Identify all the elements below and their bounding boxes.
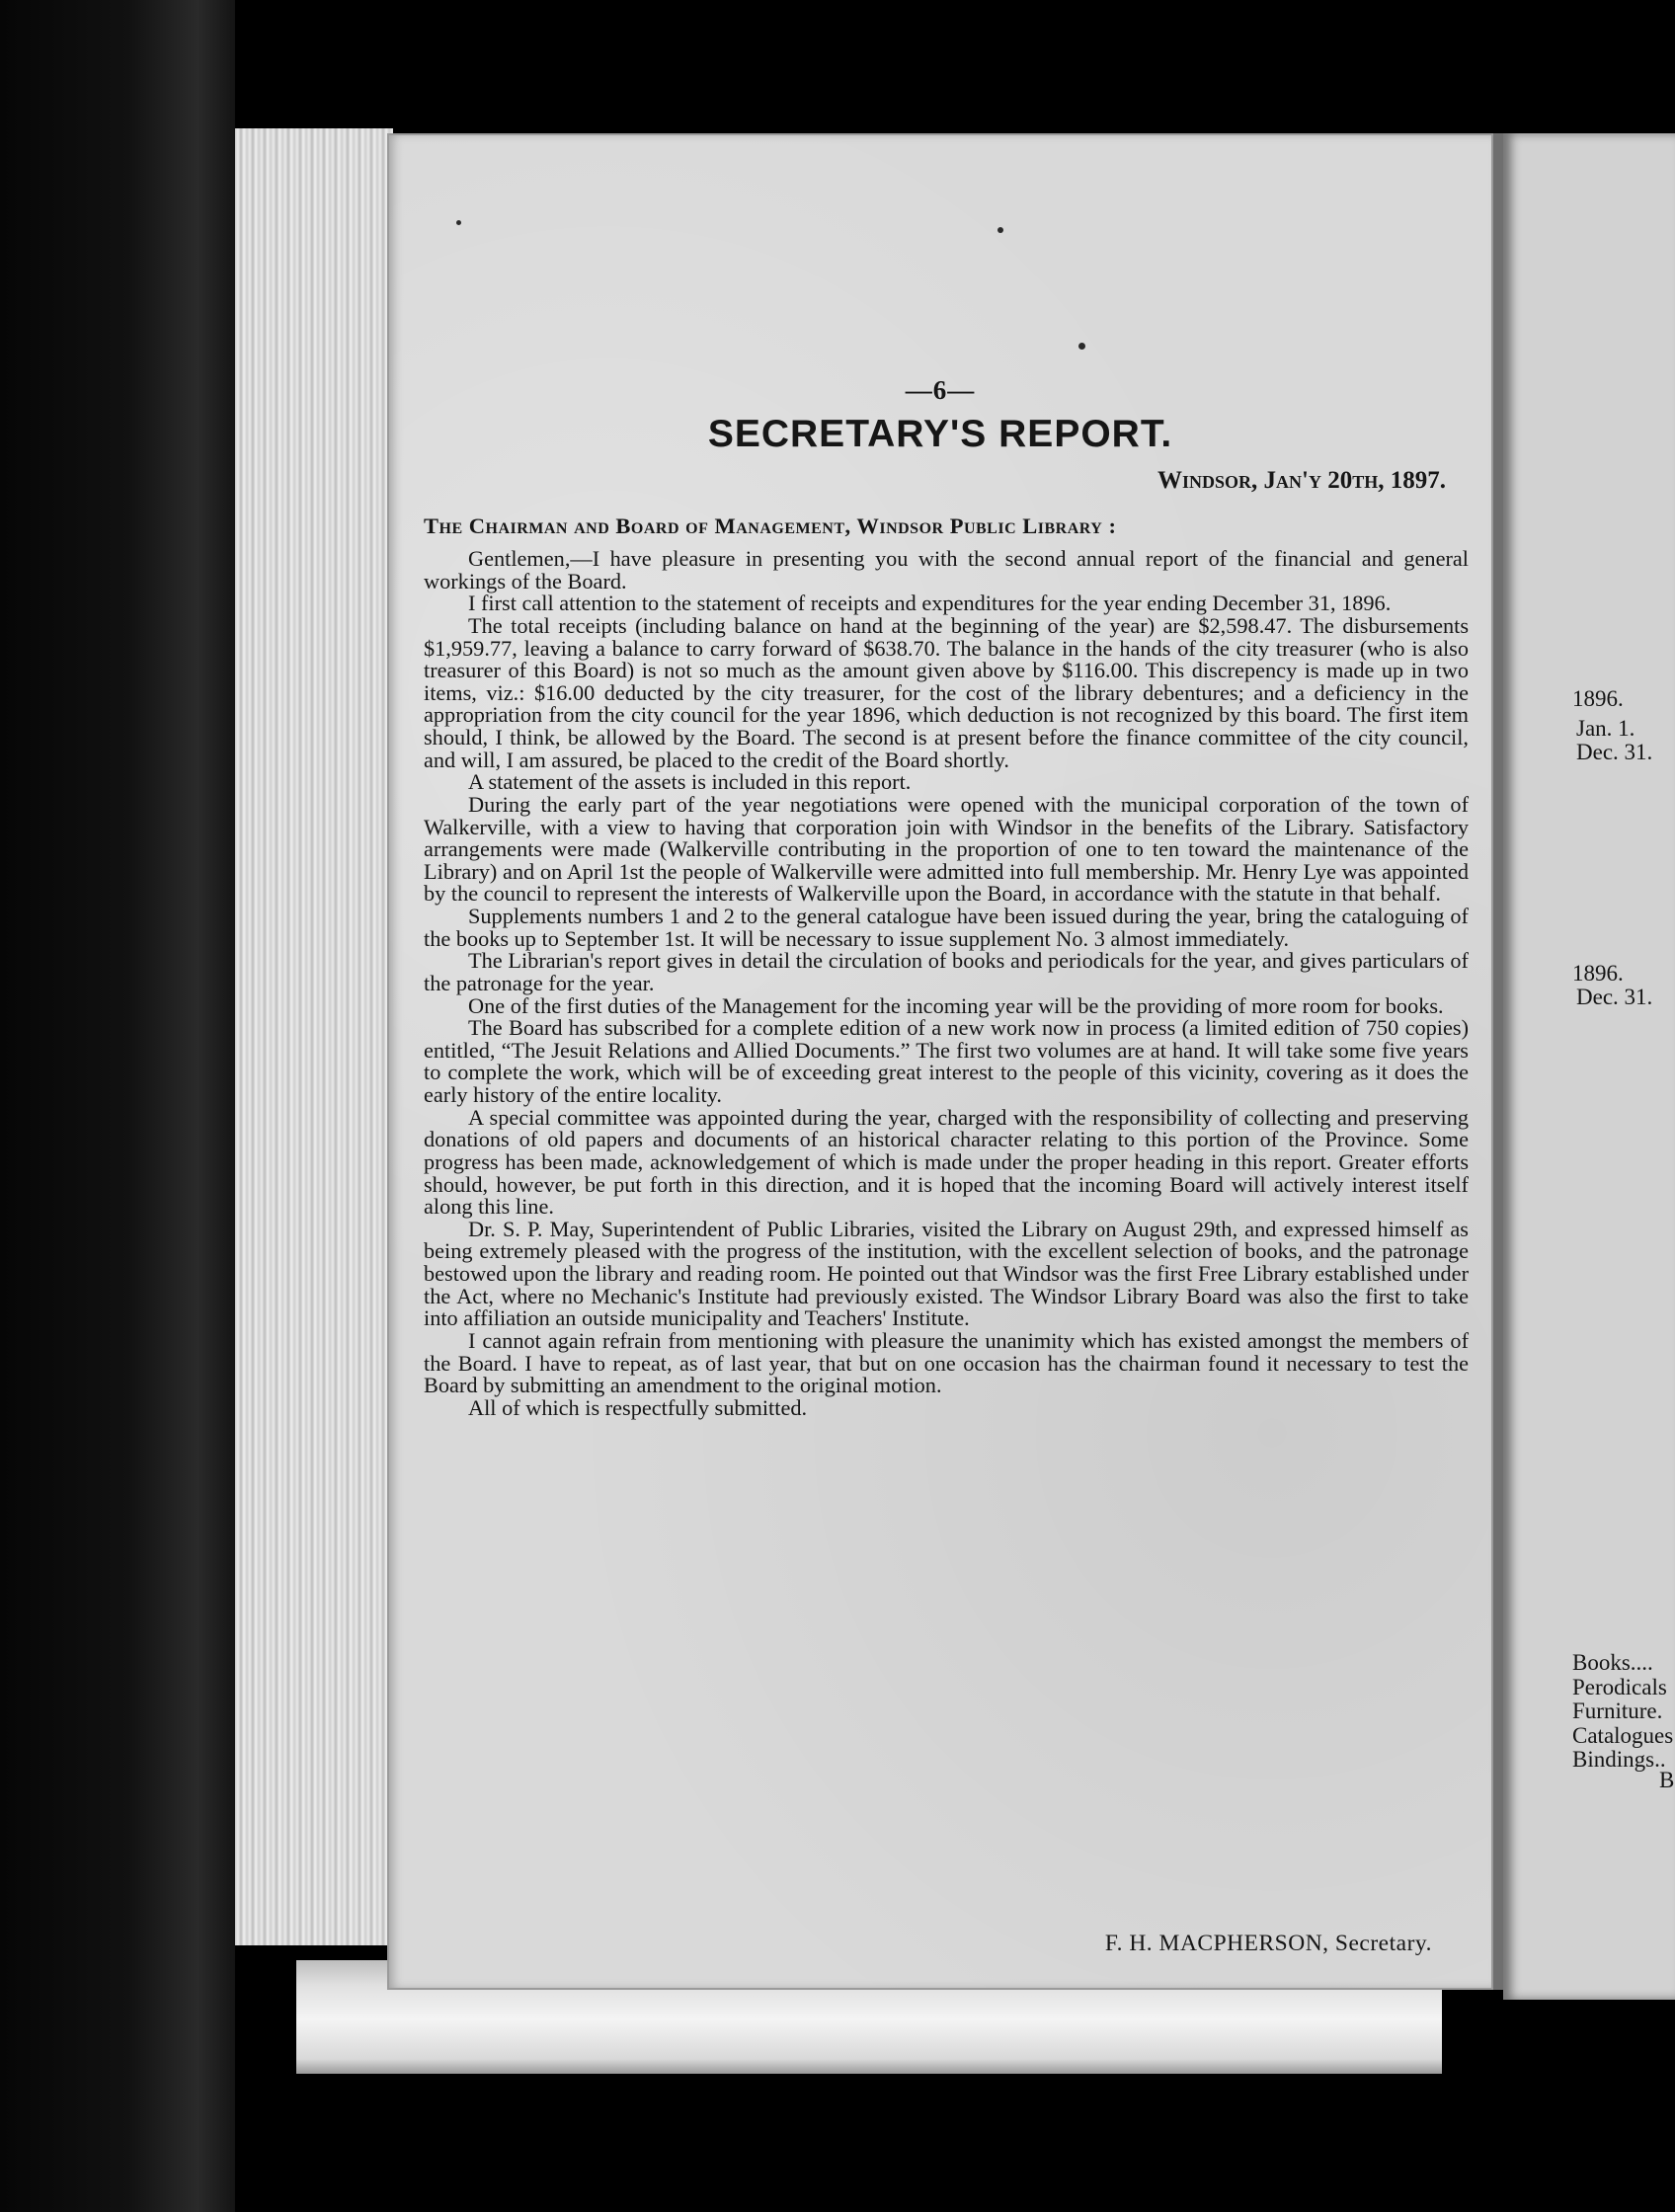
facing-year: 1896. [1572, 686, 1624, 711]
facing-date: Dec. 31. [1576, 985, 1653, 1009]
book-gutter [1493, 133, 1503, 1990]
facing-fragment: B [1659, 1768, 1675, 1792]
ledger-item: Books.... [1572, 1650, 1653, 1675]
facing-ledger [1572, 1651, 1673, 1773]
facing-year: 1896. [1572, 961, 1624, 986]
paragraph: A statement of the assets is included in this report. [468, 769, 912, 795]
paragraph: All of which is respectfully submitted. [468, 1394, 808, 1420]
document-page [387, 133, 1493, 1990]
paragraph: One of the first duties of the Management for the incoming year will be the providing of more room for books. [468, 992, 1444, 1018]
ledger-item: Perodicals [1572, 1674, 1667, 1699]
signature: F. H. MACPHERSON, Secretary. [1104, 1931, 1432, 1956]
paragraph: During the early part of the year negotiations were opened with the municipal corporation of the town of Walkerville, with a view to having that corporation join with Windsor in the benefits of the Library. Satisfactory arrangements were made (Walkerville contributing in the proportion of one to ten toward the maintenance of the Library) and on April 1st the people of Walkerville were admitted into full membership. Mr. Henry Lye was appointed by the council to represent the interests of Walkerville upon the Board, in accordance with the statute in that behalf. [424, 791, 1469, 907]
scan-speck [997, 227, 1003, 233]
facing-date: Jan. 1. [1576, 716, 1635, 741]
salutation: The Chairman and Board of Management, Windsor Public Library : [424, 514, 1117, 538]
ledger-item: Catalogues [1572, 1722, 1674, 1748]
paragraph: Dr. S. P. May, Superintendent of Public Libraries, visited the Library on August 29th, and expressed himself as being extremely pleased with the progress of the institution, with the excellent selection of books, and the patronage bestowed upon the library and reading room. He pointed out that Windsor was the first Free Library established under the Act, where no Mechanic's Institute had previously existed. The Windsor Library Board was also the first to take into affiliation an outside municipality and Teachers' Institute. [424, 1216, 1469, 1331]
paragraph: The Board has subscribed for a complete edition of a new work now in process (a limited edition of 750 copies) entitled, “The Jesuit Relations and Allied Documents.” The first two volumes are at hand. It will take some five years to complete the work, which will be of exceeding great interest to the people of this vicinity, covering as it does the early history of the entire locality. [424, 1015, 1469, 1107]
paragraph: The Librarian's report gives in detail the circulation of books and periodicals for the year, and gives particulars of the patronage for the year. [424, 948, 1469, 995]
page-number: —6— [905, 375, 976, 405]
page-title: SECRETARY'S REPORT. [707, 413, 1173, 455]
ledger-item: Bindings.. [1572, 1747, 1666, 1772]
paragraph: I first call attention to the statement of receipts and expenditures for the year ending December 31, 1896. [468, 591, 1392, 616]
paragraph: A special committee was appointed during the year, charged with the responsibility of collecting and preserving donations of old papers and documents of an historical character relating to this portion of the Province. Some progress has been made, acknowledgement of which is made under the proper heading in this report. Greater efforts should, however, be put forth in this direction, and it is hoped that the incoming Board will actively interest itself along this line. [424, 1104, 1469, 1220]
scan-speck [1078, 343, 1085, 350]
facing-date: Dec. 31. [1576, 740, 1653, 764]
paragraph: Supplements numbers 1 and 2 to the general catalogue have been issued during the year, bring the cataloguing of the books up to September 1st. It will be necessary to issue supplement No. 3 almost immediately. [424, 904, 1469, 951]
scan-left-margin [0, 0, 235, 2212]
facing-page [1503, 133, 1675, 2000]
paragraph: I cannot again refrain from mentioning with pleasure the unanimity which has existed amongst the members of the Board. I have to repeat, as of last year, that but on one occasion has the chairman found it necessary to test the Board by submitting an amendment to the original motion. [424, 1327, 1469, 1398]
scan-speck [456, 220, 461, 225]
page-edge-stack [235, 128, 393, 1945]
ledger-item: Furniture. [1572, 1698, 1663, 1723]
report-body [424, 548, 1469, 1419]
paragraph: The total receipts (including balance on hand at the beginning of the year) are $2,598.47. The disbursements $1,959.77, leaving a balance to carry forward of $638.70. The balance in the hands of the city treasurer (who is also treasurer of this Board) is not so much as the amount given above by $116.00. This discrepency is made up in two items, viz.: $16.00 deducted by the city treasurer, for the cost of the library debentures; and a deficiency in the appropriation from the city council for the year 1896, which deduction is not recognized by this board. The first item should, I think, be allowed by the Board. The second is at present before the finance committee of the city council, and will, I am assured, be placed to the credit of the Board shortly. [424, 612, 1469, 772]
paragraph: Gentlemen,—I have pleasure in presenting you with the second annual report of the financial and general workings of the Board. [424, 546, 1469, 593]
dateline: Windsor, Jan'y 20th, 1897. [1157, 467, 1446, 494]
